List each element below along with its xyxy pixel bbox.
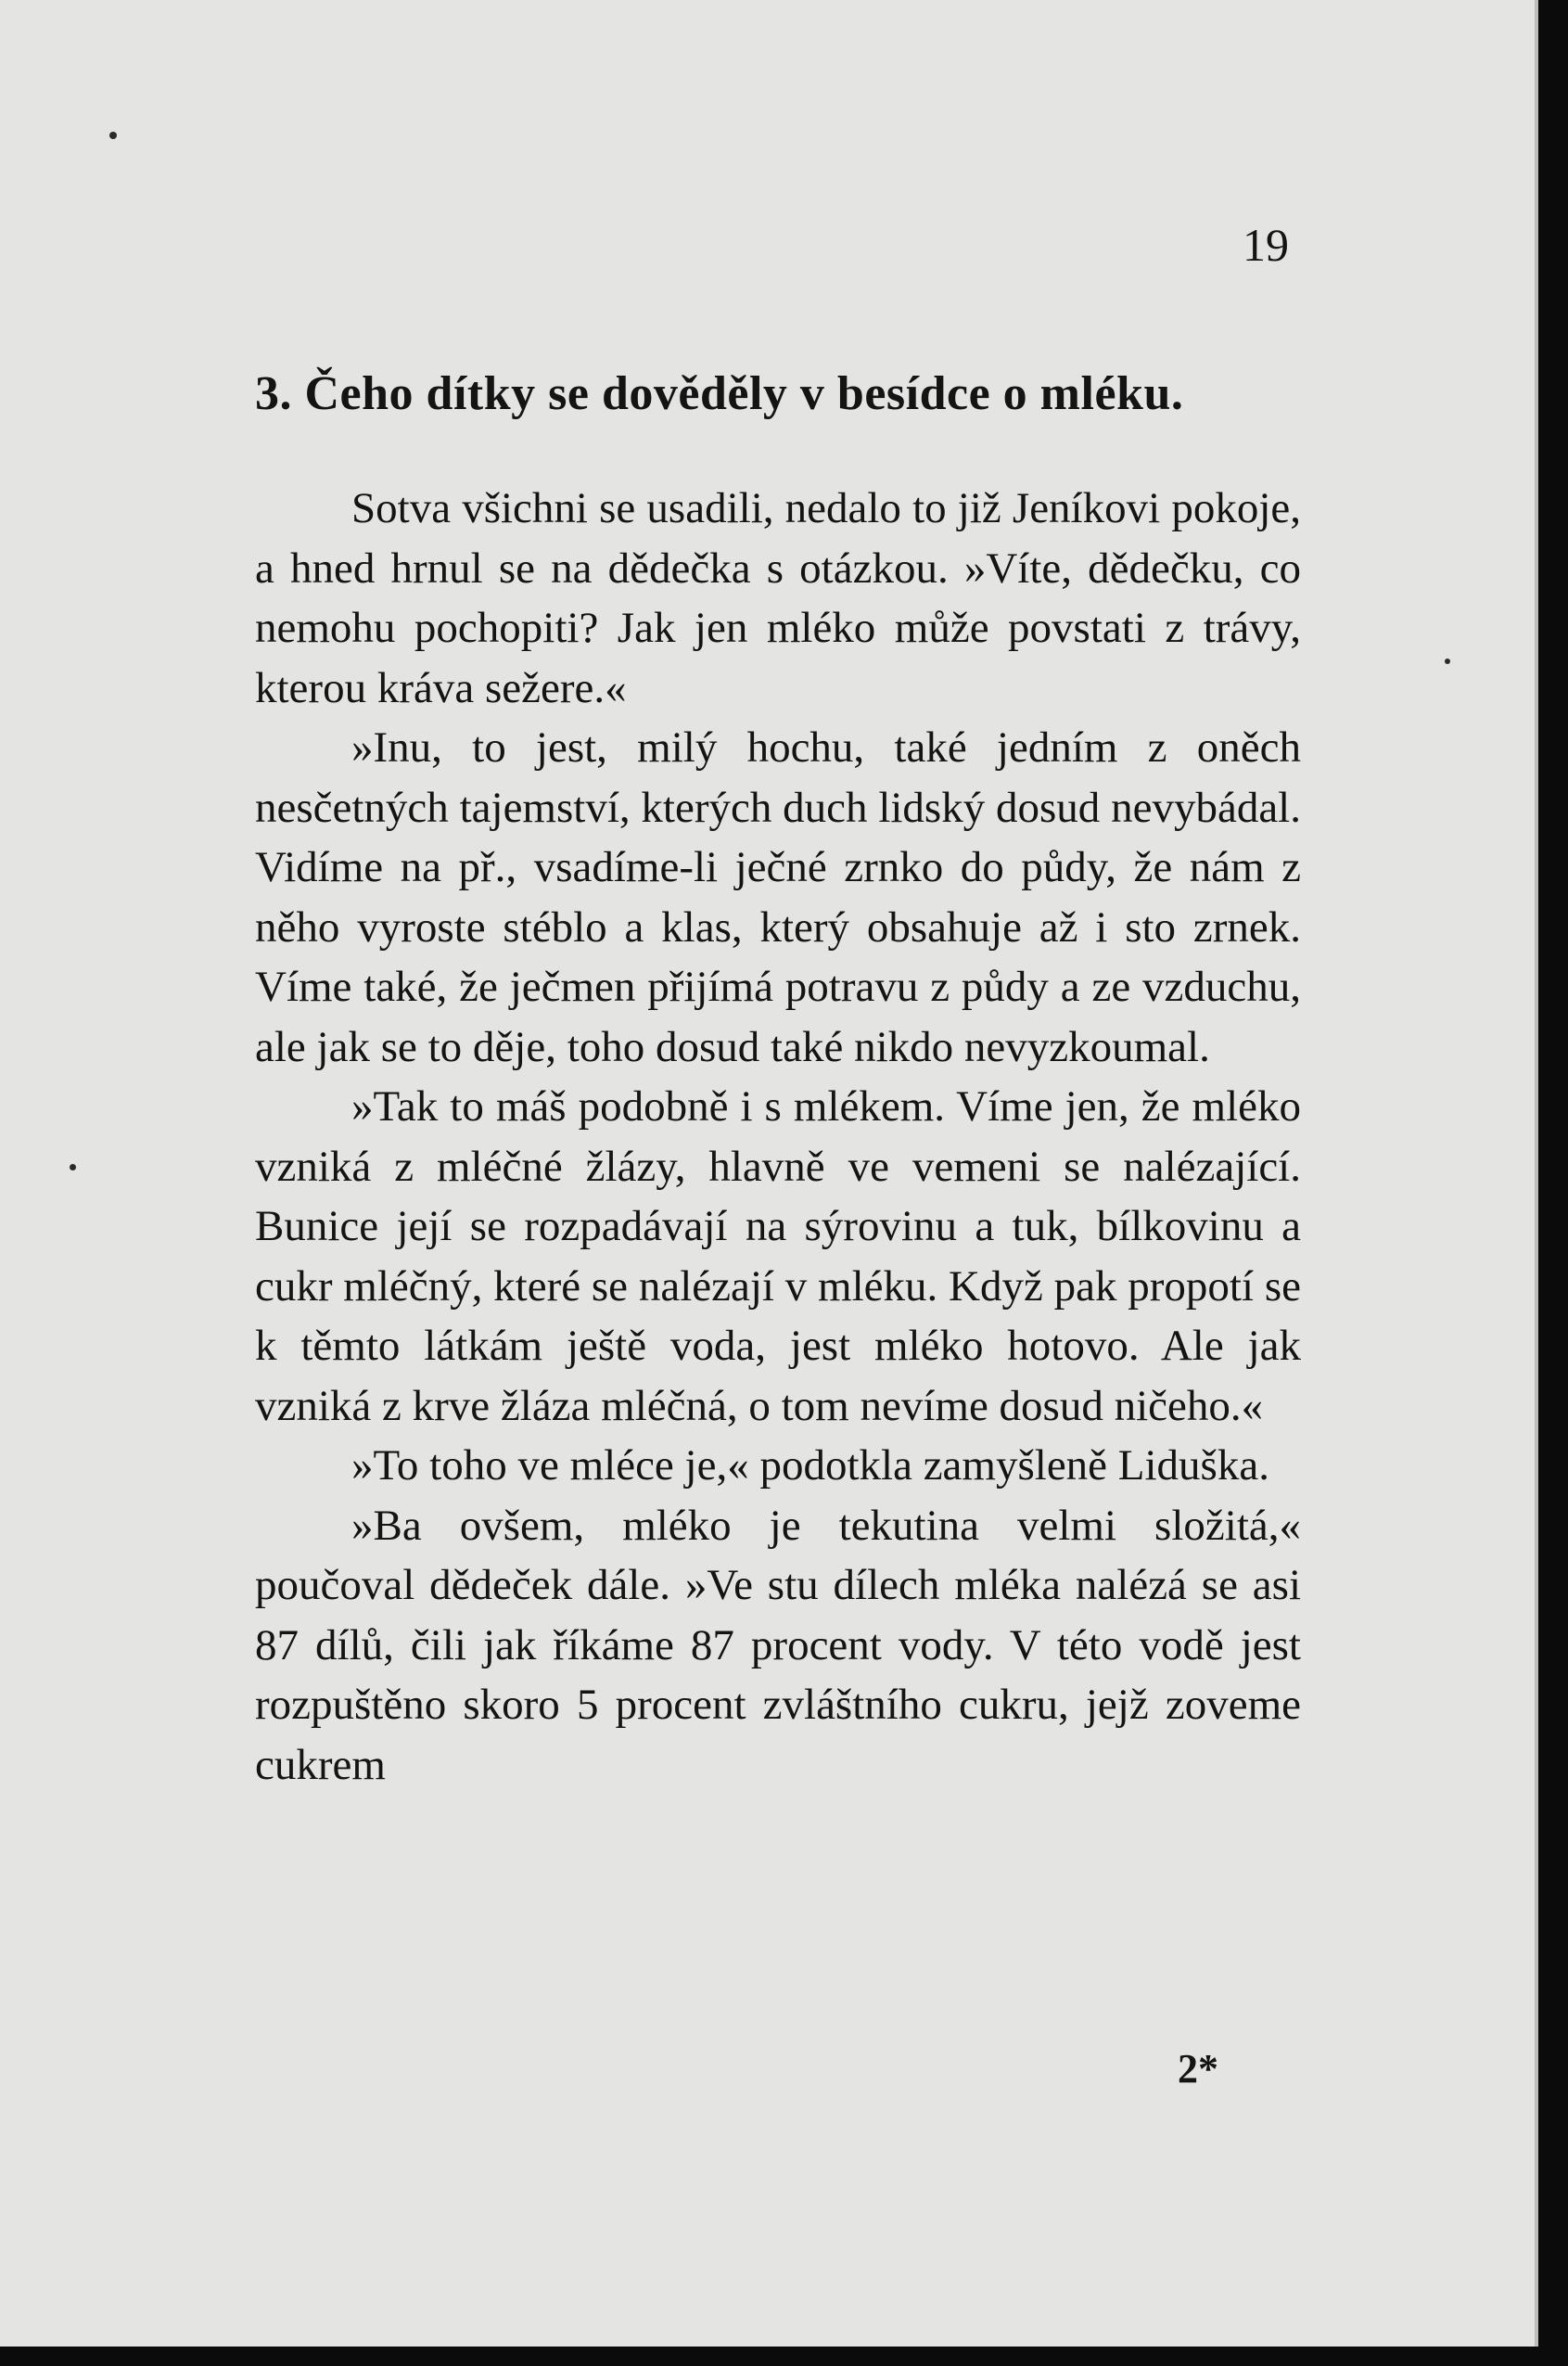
paragraph: »Inu, to jest, milý hochu, také jedním z oněch nesčetných tajemství, kterých duch lidský dosud nevybádal. Vidíme na př., vsadíme-li ječné zrnko do půdy, že nám z něho vyroste stéblo a klas, který obsahuje až i sto zrnek. Víme také, že ječmen přijímá potravu z půdy a ze vzduchu, ale jak se to děje, toho dosud také nikdo nevyzkoumal.: [255, 723, 1301, 1071]
paragraph: »Tak to máš podobně i s mlékem. Víme jen, že mléko vzniká z mléčné žlázy, hlavně ve vemeni se nalézající. Bunice její se rozpadávají na sýrovinu a tuk, bílkovinu a cukr mléčný, které se nalézají v mléku. Když pak propotí se k těmto látkám ještě voda, jest mléko hotovo. Ale jak vzniká z krve žláza mléčná, o tom nevíme dosud ničeho.«: [255, 1082, 1301, 1430]
page-number: 19: [1243, 219, 1289, 271]
paper-speck: [1445, 659, 1450, 664]
paper-speck: [109, 132, 117, 139]
text-block: [255, 362, 1301, 1795]
chapter-heading: 3. Čeho dítky se dověděly v besídce o mléku.: [255, 367, 1184, 420]
paragraph: »To toho ve mléce je,« podotkla zamyšleně Liduška.: [351, 1441, 1269, 1490]
paper-speck: [70, 1164, 76, 1170]
paragraph: »Ba ovšem, mléko je tekutina velmi složitá,« poučoval dědeček dále. »Ve stu dílech mléka nalézá se asi 87 dílů, čili jak říkáme 87 procent vody. V této vodě jest rozpuštěno skoro 5 procent zvláštního cukru, jejž zoveme cukrem: [255, 1501, 1301, 1789]
paragraph: Sotva všichni se usadili, nedalo to již Jeníkovi pokoje, a hned hrnul se na dědečka s otázkou. »Víte, dědečku, co nemohu pochopiti? Jak jen mléko může povstati z trávy, kterou kráva sežere.«: [255, 484, 1301, 712]
signature-mark: 2*: [1178, 2046, 1218, 2091]
